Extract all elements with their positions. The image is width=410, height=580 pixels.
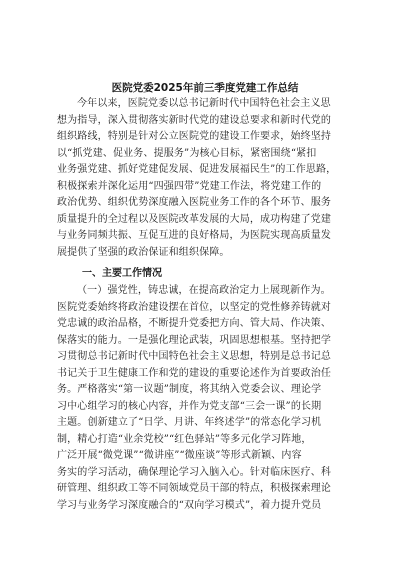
text-line: 学习与业务学习深度融合的“双向学习模式”，着力提升党员 bbox=[57, 499, 322, 511]
text-line: 广泛开展“微党课”“微讲座”“微座谈”等形式新颖、内容 bbox=[57, 450, 302, 461]
intro-paragraph bbox=[57, 96, 354, 261]
text-line: 医院党委始终将政治建设摆在首位，以坚定的党性修养铸就对 bbox=[57, 301, 332, 313]
text-line: 保落实的能力。一是强化理论武装，巩固思想根基。坚持把学 bbox=[57, 334, 332, 346]
text-line: 务实的学习活动，确保理论学习入脑入心。针对临床医疗、科 bbox=[57, 466, 332, 478]
text-line: 积极探索并深化运用“四强四带”党建工作法，将党建工作的 bbox=[57, 180, 322, 192]
text-line: 今年以来，医院党委以总书记新时代中国特色社会主义思 bbox=[77, 98, 331, 109]
text-line: 想为指导，深入贯彻落实新时代党的建设总要求和新时代党的 bbox=[57, 114, 332, 126]
text-line: 党忠诚的政治品格，不断提升党委把方向、管大局、作决策、 bbox=[57, 318, 332, 329]
text-line: 业务强党建、抓好党建促发展、促进发展福民生”的工作思路， bbox=[57, 164, 337, 175]
text-line: 主题。创新建立了“日学、月讲、年终述学”的常态化学习机 bbox=[57, 417, 322, 428]
text-line: 与业务同频共振、互促互进的良好格局，为医院实现高质量发 bbox=[57, 230, 332, 241]
text-line: 制，精心打造“业余党校”“红色驿站”等多元化学习阵地， bbox=[57, 433, 312, 445]
text-line: 研管理、组织政工等不同领域党员干部的特点，积极探索理论 bbox=[57, 483, 332, 494]
text-line: 书记关于卫生健康工作和党的建设的重要论述作为首要政治任 bbox=[57, 367, 332, 379]
section-paragraph bbox=[57, 283, 354, 514]
text-line: 政治优势、组织优势深度融入医院业务工作的各个环节、服务 bbox=[57, 197, 332, 208]
text-line: 组织路线，特别是针对公立医院党的建设工作要求，始终坚持 bbox=[57, 131, 332, 142]
text-line: 习贯彻总书记新时代中国特色社会主义思想，特别是总书记总 bbox=[57, 351, 332, 362]
text-line: 质量提升的全过程以及医院改革发展的大局，成功构建了党建 bbox=[57, 213, 332, 225]
text-line: 以“抓党建、促业务、提服务”为核心目标，紧密围绕“紧扣 bbox=[57, 147, 317, 159]
text-line: （一）强党性，铸忠诚，在提高政治定力上展现新作为。 bbox=[77, 285, 331, 296]
text-line: 习中心组学习的核心内容，并作为党支部“三会一课”的长期 bbox=[57, 400, 322, 412]
text-line: 展提供了坚强的政治保证和组织保障。 bbox=[57, 246, 230, 258]
text-line: 务。严格落实“第一议题”制度，将其纳入党委会议、理论学 bbox=[57, 384, 322, 395]
document-title: 医院党委2025年前三季度党建工作总结 bbox=[111, 82, 299, 94]
section-heading: 一、主要工作情况 bbox=[82, 268, 162, 279]
